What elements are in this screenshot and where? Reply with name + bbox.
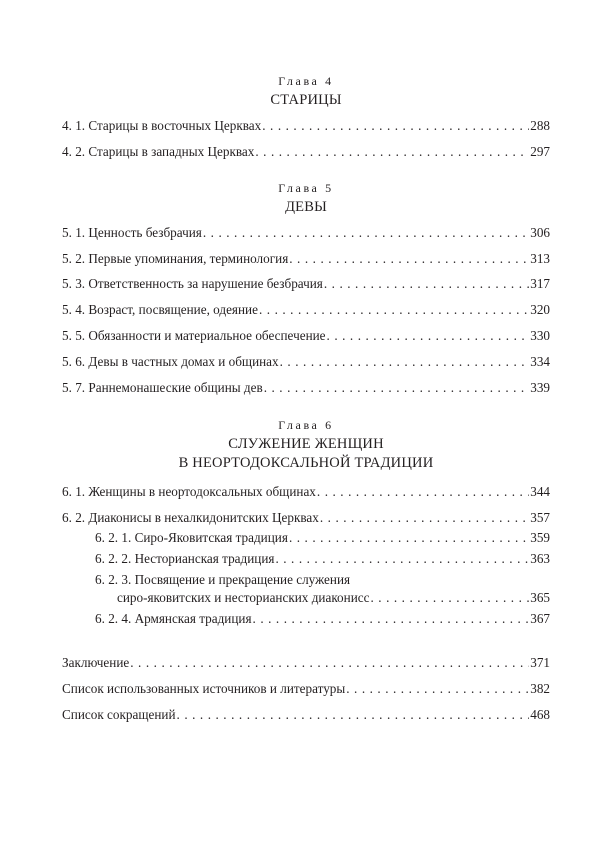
- toc-entry-text: сиро-яковитских и несторианских диаконисс: [117, 590, 370, 605]
- toc-entry-text: 5. 5. Обязанности и материальное обеспечение: [62, 328, 326, 343]
- toc-entry-page: 363: [530, 551, 550, 566]
- dot-leader: [262, 118, 529, 134]
- toc-subentry[interactable]: [95, 551, 550, 567]
- chapter-5-title: ДЕВЫ: [285, 199, 327, 215]
- toc-entry[interactable]: [62, 328, 550, 344]
- toc-entry-page: 288: [530, 118, 550, 133]
- toc-entry-page: 317: [530, 276, 550, 291]
- toc-entry-page: 306: [530, 225, 550, 240]
- toc-entry-page: 339: [530, 380, 550, 395]
- dot-leader: [259, 302, 529, 318]
- dot-leader: [346, 681, 529, 697]
- dot-leader: [324, 276, 529, 292]
- dot-leader: [289, 251, 529, 267]
- dot-leader: [320, 510, 529, 526]
- dot-leader: [317, 484, 529, 500]
- toc-entry-abbreviations[interactable]: [62, 707, 550, 723]
- dot-leader: [130, 655, 529, 671]
- toc-subentry-text-line1[interactable]: 6. 2. 3. Посвящение и прекращение служения: [95, 572, 351, 587]
- toc-entry-bibliography[interactable]: [62, 681, 550, 697]
- toc-entry[interactable]: [62, 276, 550, 292]
- toc-entry-text: Список использованных источников и литературы: [62, 681, 346, 696]
- dot-leader: [203, 225, 529, 241]
- toc-entry-conclusion[interactable]: [62, 655, 550, 671]
- toc-entry-text: 5. 6. Девы в частных домах и общинах: [62, 354, 279, 369]
- dot-leader: [370, 590, 529, 606]
- toc-entry-text: 4. 1. Старицы в восточных Церквах: [62, 118, 262, 133]
- dot-leader: [327, 328, 530, 344]
- chapter-6-title-line2: В НЕОРТОДОКСАЛЬНОЙ ТРАДИЦИИ: [178, 455, 434, 471]
- toc-entry-page: 344: [530, 484, 550, 499]
- toc-subentry[interactable]: [95, 611, 550, 627]
- toc-entry[interactable]: [62, 302, 550, 318]
- toc-entry-page: 334: [530, 354, 550, 369]
- toc-entry-page: 357: [530, 510, 550, 525]
- dot-leader: [280, 354, 530, 370]
- toc-entry[interactable]: [62, 484, 550, 500]
- toc-entry-page: 367: [530, 611, 550, 626]
- chapter-5-label: Глава 5: [278, 181, 334, 195]
- toc-entry-text: 6. 2. 2. Несторианская традиция: [95, 551, 275, 566]
- toc-entry-text: 4. 2. Старицы в западных Церквах: [62, 144, 255, 159]
- toc-entry-text: Список сокращений: [62, 707, 176, 722]
- dot-leader: [255, 144, 529, 160]
- toc-entry-text: 5. 1. Ценность безбрачия: [62, 225, 202, 240]
- dot-leader: [275, 551, 529, 567]
- toc-entry-page: 330: [530, 328, 550, 343]
- toc-entry-page: 297: [530, 144, 550, 159]
- toc-entry-text: 5. 4. Возраст, посвящение, одеяние: [62, 302, 258, 317]
- toc-entry-text: Заключение: [62, 655, 130, 670]
- chapter-4-label: Глава 4: [278, 74, 334, 88]
- toc-entry-text: 6. 2. 1. Сиро-Яковитская традиция: [95, 530, 288, 545]
- toc-entry-text: 5. 2. Первые упоминания, терминология: [62, 251, 289, 266]
- toc-entry[interactable]: [62, 354, 550, 370]
- chapter-6-title-line1: СЛУЖЕНИЕ ЖЕНЩИН: [228, 436, 384, 452]
- toc-entry-text: 5. 7. Раннемонашеские общины дев: [62, 380, 263, 395]
- toc-entry-page: 365: [530, 590, 550, 605]
- toc-entry-page: 371: [530, 655, 550, 670]
- chapter-4-title: СТАРИЦЫ: [270, 92, 342, 108]
- toc-entry-page: 359: [530, 530, 550, 545]
- toc-entry-text: 6. 2. 4. Армянская традиция: [95, 611, 252, 626]
- toc-entry-page: 313: [530, 251, 550, 266]
- toc-entry-text: 6. 2. Диаконисы в нехалкидонитских Церквах: [62, 510, 319, 525]
- dot-leader: [253, 611, 530, 627]
- toc-entry-page: 468: [530, 707, 550, 722]
- toc-subentry[interactable]: [117, 590, 550, 606]
- toc-entry[interactable]: [62, 380, 550, 396]
- toc-entry[interactable]: [62, 118, 550, 134]
- dot-leader: [289, 530, 529, 546]
- chapter-6-label: Глава 6: [278, 418, 334, 432]
- dot-leader: [177, 707, 530, 723]
- toc-entry[interactable]: [62, 225, 550, 241]
- toc-entry[interactable]: [62, 510, 550, 526]
- dot-leader: [264, 380, 530, 396]
- toc-entry[interactable]: [62, 251, 550, 267]
- toc-entry-text: 6. 1. Женщины в неортодоксальных общинах: [62, 484, 316, 499]
- toc-entry-text: 5. 3. Ответственность за нарушение безбрачия: [62, 276, 323, 291]
- toc-entry-page: 320: [530, 302, 550, 317]
- toc-entry-page: 382: [530, 681, 550, 696]
- toc-subentry[interactable]: [95, 530, 550, 546]
- toc-entry[interactable]: [62, 144, 550, 160]
